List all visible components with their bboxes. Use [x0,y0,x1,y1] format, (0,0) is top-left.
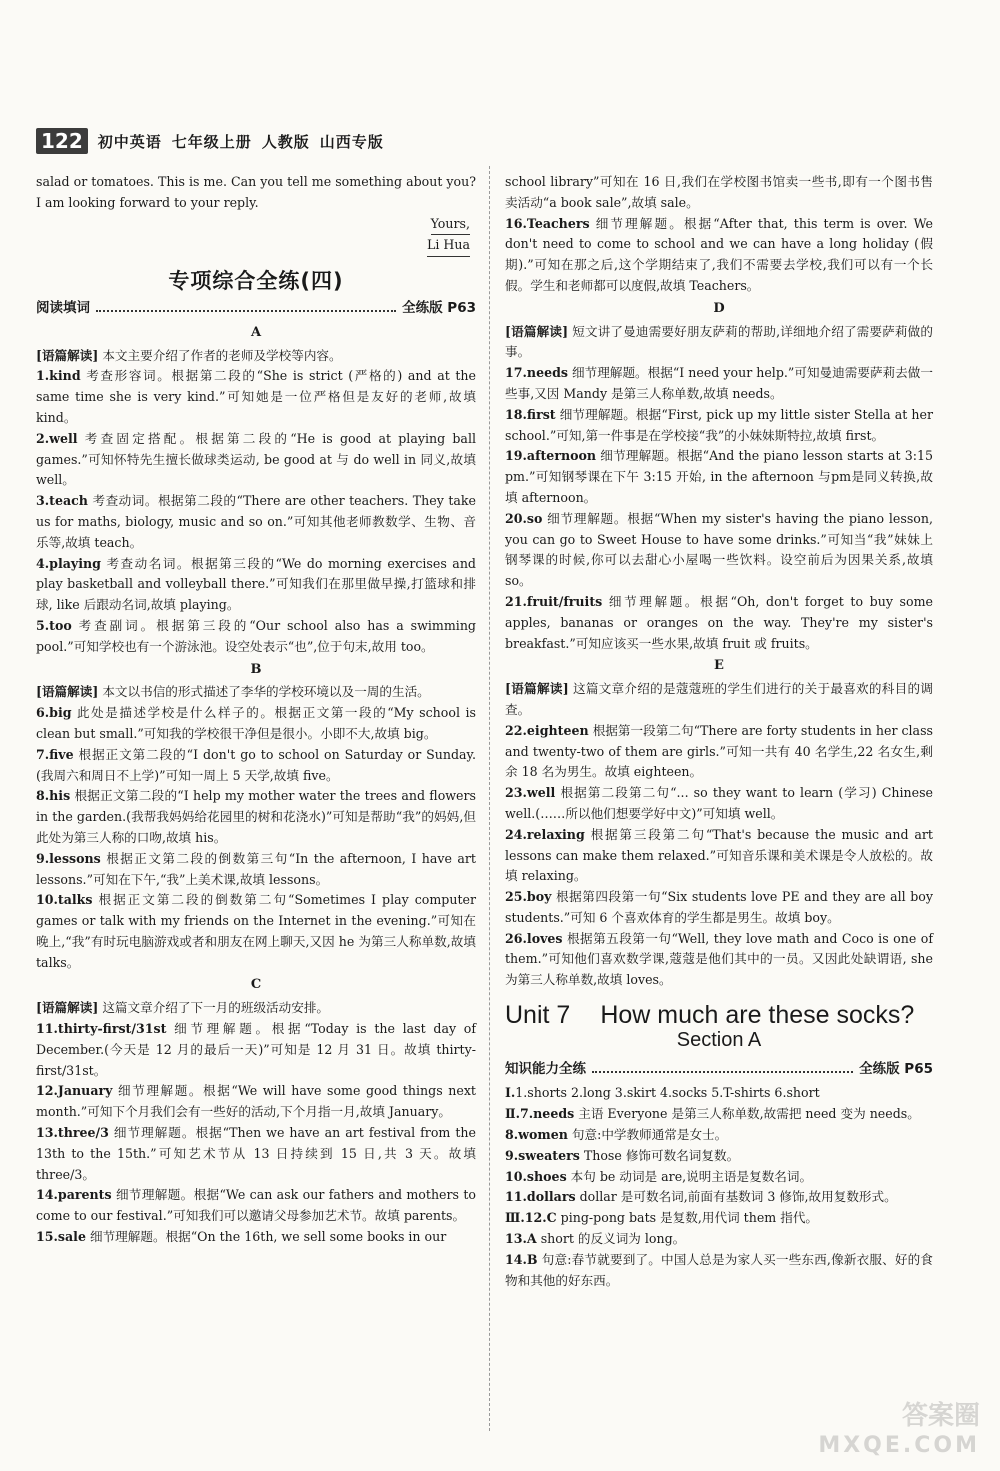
answer-explanation: 考查动词。根据第二段的“There are other teachers. They take us for maths, biology, music and so on.”可知其他老师教数学、生物、音乐等,故填 teach。 [36,493,476,550]
answer-item [505,783,933,825]
header-edition: 人教版 [261,132,310,151]
answer-number: 7.five [36,746,74,762]
answer-item [505,1125,933,1146]
answer-number: 23.well [505,785,556,801]
answers-d [505,363,933,654]
answers-b [36,703,476,973]
answers-e [505,721,933,991]
answer-number: 26.loves [505,930,563,946]
answer-item [36,366,476,428]
part-2-answers [505,1104,933,1208]
answer-number: 5.too [36,617,72,633]
answer-item [36,745,476,787]
answer-explanation: 考查动名词。根据第三段的“We do morning exercises and play basketball and volleyball there.”可知我们在那里做早操,打篮球和排球, like 后跟动名词,故填 playing。 [36,555,476,613]
answer-explanation: 根据第三段第二句“That's because the music and art lessons can make them relaxed.”可知音乐课和美术课是令人放松的。故填 relaxing。 [505,826,933,884]
answer-item [505,1250,933,1292]
answer-explanation: 考查副词。根据第三段的“Our school also has a swimming pool.”可知学校也有一个游泳池。设空处表示“也”,位于句末,故用 too。 [36,617,476,654]
answer-number: 12.January [36,1083,113,1099]
sign-name: Li Hua [36,235,476,257]
subsection-ref-2: 全练版 P65 [859,1060,933,1077]
answer-number: 17.needs [505,365,568,381]
section-a-title: Section A [676,1028,762,1051]
answer-number: 18.first [505,406,556,422]
answer-explanation: 细节理解题。根据“Today is the last day of December.(今天是 12 月的最后一天)”可知是 12 月 31 日。故填 thirty-first/31st。 [36,1021,476,1078]
answer-number: 13.A [505,1231,537,1247]
answer-item [36,491,476,553]
section-title: 专项综合全练(四) [168,269,344,294]
answer-explanation: 细节理解题。根据“Then we have an art festival from the 13th to the 15th.”可知艺术节从 13 日持续到 15 日,共 3 天。故填 three/3。 [36,1125,476,1182]
answer-number: 21.fruit/fruits [505,593,603,609]
answers-a [36,366,476,657]
column-divider [489,166,490,1431]
answer-explanation: Those 修饰可数名词复数。 [579,1147,740,1163]
answer-item [505,1104,933,1125]
answer-explanation: 细节理解题。根据“And the piano lesson starts at 3:15 pm.”可知钢琴课在下午 3:15 开始, in the afternoon 与pm是同义转换,故填 afternoon。 [505,448,933,505]
right-column [505,172,933,1291]
answer-explanation: 根据正文第二段的“I help my mother water the trees and flowers in the garden.(我帮我妈妈给花园里的树和花浇水)”可知是帮助“我”的妈妈,但此处为第三人称的口吻,故填 his。 [36,788,476,845]
answer-number: 22.eighteen [505,722,589,738]
watermark-line1: 答案圈 [901,1401,980,1431]
part-1-answers: Ⅰ.1.shorts 2.long 3.skirt 4.socks 5.T-shirts 6.short [505,1085,820,1101]
answers-c [36,1019,476,1248]
answer-explanation: 根据第一段第二句“There are forty students in her class and twenty-two of them are girls.”可知一共有 40 名学生,22 名女生,剩余 18 名为男生。故填 eighteen。 [505,722,933,780]
answer-explanation: 根据第二段第二句“... so they want to learn (学习) Chinese well.(……所以他们想要学好中文)”可知填 well。 [505,785,933,821]
unit-label: Unit 7 [505,1001,571,1030]
answer-item [36,890,476,973]
answer-number: 14.parents [36,1187,112,1203]
answer-item [36,786,476,848]
answer-explanation: 细节理解题。根据“We will have some good things next month.”可知下个月我们会有一些好的活动,下个月指一月,故填 January。 [36,1083,476,1120]
answer-number: 11.dollars [505,1189,576,1205]
answer-number: 10.talks [36,892,93,908]
answer-16 [505,214,933,297]
answer-item [36,703,476,745]
answer-number: 13.three/3 [36,1125,109,1141]
answer-explanation: 细节理解题。根据“After that, this term is over. We don't need to come to school and we can have a long holiday (假期).”可知在那之后,这个学期结束了,我们不需要去学校,我们可以有一个长假。学生和老师都可以度假,故填 Teachers。 [505,215,933,293]
answer-number: 6.big [36,705,72,721]
answer-explanation: ping-pong bats 是复数,用代词 them 指代。 [556,1210,819,1226]
answer-item [36,616,476,658]
answer-item [505,214,933,297]
answer-item [36,1185,476,1227]
answer-item [36,1019,476,1081]
answer-explanation: 根据第四段第一句“Six students love PE and they are all boy students.”可知 6 个喜欢体育的学生都是男生。故填 boy。 [505,889,933,925]
answer-explanation: 根据正文第二段的“I don't go to school on Saturday or Sunday.(我周六和周日不上学)”可知一周上 5 天学,故填 five。 [36,746,476,783]
answer-number: 2.well [36,430,78,446]
answer-number: 15.sale [36,1229,86,1245]
answer-explanation: dollar 是可数名词,前面有基数词 3 修饰,故用复数形式。 [575,1189,897,1205]
answer-explanation: 细节理解题。根据“On the 16th, we sell some books in our [85,1229,447,1245]
answer-number: 8.women [505,1127,568,1143]
header-book: 初中英语 [97,132,162,151]
passage-b-intro: [语篇解读] 本文以书信的形式描述了李华的学校环境以及一周的生活。 [36,684,430,700]
passage-e-label: E [714,658,724,674]
answer-number: 3.teach [36,493,88,509]
answer-number: 9.lessons [36,850,101,866]
answer-item [505,405,933,447]
answer-explanation: 细节理解题。根据“I need your help.”可知曼迪需要萨莉去做一些事,又因 Mandy 是第三人称单数,故填 needs。 [505,365,933,401]
answer-explanation: 句意:春节就要到了。中国人总是为家人买一些东西,像新衣服、好的食物和其他的好东西。 [505,1251,933,1288]
answer-item [36,1123,476,1185]
answer-item [505,1208,933,1229]
unit-title: How much are these socks? [600,1001,915,1030]
answer-number: 4.playing [36,555,101,571]
passage-a-label: A [250,324,262,340]
dot-leader-2 [592,1071,853,1073]
dot-leader [96,310,396,312]
subsection-header [36,298,476,319]
answer-number: 1.kind [36,368,81,384]
answer-item [505,929,933,991]
watermark-line2: MXQE.COM [818,1433,980,1458]
answer-number: 10.shoes [505,1168,567,1184]
unit-heading [505,1001,933,1030]
answer-item [505,825,933,887]
answer-explanation: 句意:中学教师通常是女士。 [567,1127,728,1143]
subsection-label: 阅读填词 [36,299,90,316]
passage-a-intro: [语篇解读] 本文主要介绍了作者的老师及学校等内容。 [36,347,342,363]
answer-item [36,1081,476,1123]
answer-number: 11.thirty-first/31st [36,1021,167,1037]
answer-explanation: 本句 be 动词是 are,说明主语是复数名词。 [566,1168,813,1184]
answer-explanation: 主语 Everyone 是第三人称单数,故需把 need 变为 needs。 [574,1106,920,1122]
answer-number: 8.his [36,788,71,804]
page-number: 122 [36,128,88,154]
answer-number: 16.Teachers [505,215,590,231]
letter-intro: salad or tomatoes. This is me. Can you tell me something about you? I am looking forward to your reply. [36,174,476,210]
answer-number: 20.so [505,510,543,526]
answer-item [505,509,933,592]
passage-c-label: C [250,977,262,993]
answer-explanation: 细节理解题。根据“When my sister's having the piano lesson, you can go to Sweet House to have some drinks.”可知当“我”妹妹上钢琴课的时候,你可以去甜心小屋喝一些饮料。设空前后为因果关系,故填 so。 [505,510,933,589]
answer-item [36,849,476,891]
part-3-answers [505,1208,933,1291]
passage-d-label: D [713,300,725,316]
answer-number: 19.afternoon [505,448,597,464]
answer-item [505,721,933,783]
answer-item [505,1229,933,1250]
answer-explanation: 考查固定搭配。根据第二段的“He is good at playing ball games.”可知怀特先生擅长做球类运动, be good at 与 do well in 同义,故填 well。 [36,430,476,488]
answer-15-continued: school library”可知在 16 日,我们在学校图书馆卖一些书,即有一个图书售卖活动“a book sale”,故填 sale。 [505,174,933,210]
answer-explanation: 细节理解题。根据“Oh, don't forget to buy some apples, bananas or oranges on the way. They're my sister's breakfast.”可知应该买一些水果,故填 fruit 或 fruits。 [505,593,933,651]
passage-e-intro: [语篇解读] 这篇文章介绍的是蔻蔻班的学生们进行的关于最喜欢的科目的调查。 [505,681,933,717]
subsection-ref: 全练版 P63 [402,299,476,316]
answer-item [505,363,933,405]
left-column [36,172,476,1248]
passage-c-intro: [语篇解读] 这篇文章介绍了下一月的班级活动安排。 [36,1000,329,1016]
answer-explanation: 根据第五段第一句“Well, they love math and Coco is one of them.”可知他们喜欢数学课,蔻蔻是他们其中的一员。又因此处缺谓语, she 为第三人称单数,故填 loves。 [505,930,933,988]
answer-item [505,887,933,929]
answer-number: 14.B [505,1251,538,1267]
passage-b-label: B [250,661,262,677]
watermark [818,1401,980,1461]
answer-number: Ⅲ.12.C [505,1210,557,1226]
page-header [36,128,384,154]
passage-d-intro: [语篇解读] 短文讲了曼迪需要好朋友萨莉的帮助,详细地介绍了需要萨莉做的事。 [505,323,933,360]
answer-item [36,554,476,616]
answer-item [505,1167,933,1188]
answer-explanation: 细节理解题。根据“First, pick up my little sister Stella at her school.”可知,第一件事是在学校接“我”的小妹妹斯特拉,故填 first。 [505,406,933,443]
answer-number: 9.sweaters [505,1147,580,1163]
answer-explanation: 根据正文第二段的倒数第二句“Sometimes I play computer games or talk with my friends on the Internet in the evening.”可知在晚上,“我”有时玩电脑游戏或者和朋友在网上聊天,又因 he 为第三人称单数,故填 talks。 [36,892,476,970]
answer-item [36,1227,476,1248]
answer-number: 25.boy [505,889,552,905]
answer-explanation: 根据正文第二段的倒数第三句“In the afternoon, I have art lessons.”可知在下午,“我”上美术课,故填 lessons。 [36,850,476,887]
answer-explanation: 细节理解题。根据“We can ask our fathers and mothers to come to our festival.”可知我们可以邀请父母参加艺术节。故填 parents。 [36,1187,476,1224]
answer-explanation: 此处是描述学校是什么样子的。根据正文第一段的“My school is clean but small.”可知我的学校很干净但是很小。小即不大,故填 big。 [36,705,476,741]
answer-number: Ⅱ.7.needs [505,1106,575,1122]
answer-item [505,446,933,508]
answer-item [505,592,933,654]
header-grade: 七年级上册 [171,132,252,151]
answer-item [505,1187,933,1208]
answer-item [36,429,476,491]
answer-explanation: short 的反义词为 long。 [536,1231,686,1247]
header-region: 山西专版 [319,132,384,151]
answer-explanation: 考查形容词。根据第二段的“She is strict (严格的) and at the same time she is very kind.”可知她是一位严格但是友好的老师,故填 kind。 [36,368,476,425]
answer-item [505,1146,933,1167]
subsection-label-2: 知识能力全练 [505,1060,586,1077]
answer-number: 24.relaxing [505,826,585,842]
subsection-header-2 [505,1059,933,1080]
sign-yours: Yours, [36,214,476,236]
